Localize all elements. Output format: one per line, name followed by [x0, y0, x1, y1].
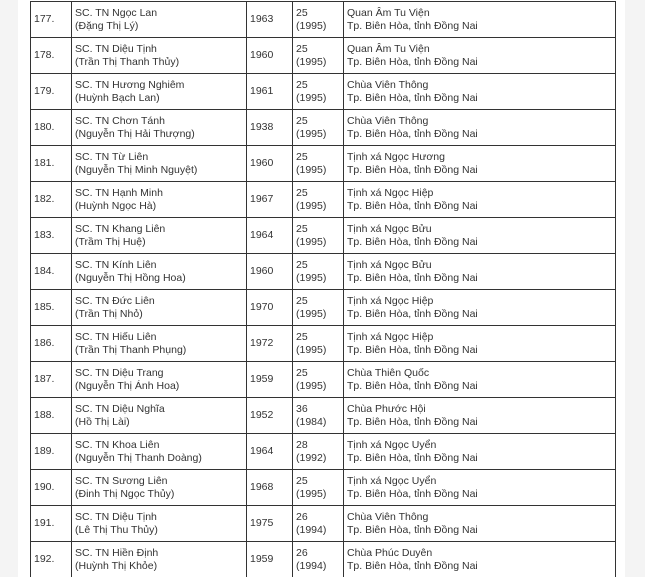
name-cell [72, 110, 247, 146]
name-cell [72, 470, 247, 506]
birth-year: 1967 [250, 193, 274, 205]
temple-name: Chùa Viên Thông [347, 114, 429, 127]
table-row [31, 2, 616, 38]
birth-year-cell [247, 434, 293, 470]
name-cell [72, 218, 247, 254]
age-value: 25 [296, 6, 308, 19]
birth-year-cell [247, 290, 293, 326]
table-row [31, 434, 616, 470]
name-cell [72, 254, 247, 290]
birth-year: 1972 [250, 337, 274, 349]
row-number: 180. [34, 121, 55, 133]
row-number-cell [31, 506, 72, 542]
table-row [31, 254, 616, 290]
ordination-year: (1994) [296, 523, 327, 536]
place-cell [344, 110, 616, 146]
name-cell [72, 2, 247, 38]
lay-name: (Nguyễn Thị Hồng Hoa) [75, 271, 186, 284]
row-number-cell [31, 254, 72, 290]
place-cell [344, 290, 616, 326]
temple-name: Tịnh xá Ngọc Bửu [347, 258, 432, 271]
birth-year-cell [247, 254, 293, 290]
age-value: 25 [296, 114, 308, 127]
table-row [31, 542, 616, 577]
name-cell [72, 398, 247, 434]
ordination-year: (1994) [296, 559, 327, 572]
row-number-cell [31, 470, 72, 506]
table-row [31, 110, 616, 146]
age-value: 25 [296, 222, 308, 235]
birth-year-cell [247, 182, 293, 218]
name-cell [72, 182, 247, 218]
ordination-year: (1995) [296, 307, 327, 320]
birth-year: 1964 [250, 229, 274, 241]
age-value: 25 [296, 474, 308, 487]
birth-year: 1959 [250, 553, 274, 565]
age-cell [293, 542, 344, 577]
monastic-title: SC. TN Ngọc Lan [75, 6, 158, 19]
monastic-title: SC. TN Khoa Liên [75, 438, 160, 451]
table-row [31, 362, 616, 398]
name-cell [72, 74, 247, 110]
place-cell [344, 506, 616, 542]
temple-name: Quan Âm Tu Viện [347, 42, 430, 55]
monastic-title: SC. TN Kính Liên [75, 258, 157, 271]
place-cell [344, 398, 616, 434]
birth-year: 1960 [250, 157, 274, 169]
ordination-year: (1995) [296, 127, 327, 140]
row-number: 190. [34, 481, 55, 493]
temple-location: Tp. Biên Hòa, tỉnh Đồng Nai [347, 559, 478, 572]
monastic-title: SC. TN Hiền Định [75, 546, 159, 559]
name-cell [72, 146, 247, 182]
table-row [31, 290, 616, 326]
age-value: 25 [296, 186, 308, 199]
birth-year-cell [247, 2, 293, 38]
temple-name: Tịnh xá Ngọc Uyển [347, 474, 437, 487]
temple-location: Tp. Biên Hòa, tỉnh Đồng Nai [347, 91, 478, 104]
birth-year: 1960 [250, 265, 274, 277]
ordination-year: (1995) [296, 271, 327, 284]
birth-year-cell [247, 398, 293, 434]
age-value: 25 [296, 330, 308, 343]
row-number: 177. [34, 13, 55, 25]
age-value: 28 [296, 438, 308, 451]
monastic-title: SC. TN Khang Liên [75, 222, 166, 235]
nun-roster-table [30, 1, 616, 577]
temple-name: Tịnh xá Ngọc Hiệp [347, 186, 434, 199]
monastic-title: SC. TN Hương Nghiêm [75, 78, 185, 91]
row-number-cell [31, 110, 72, 146]
age-cell [293, 182, 344, 218]
lay-name: (Trần Thị Thanh Thủy) [75, 55, 180, 68]
row-number: 185. [34, 301, 55, 313]
temple-location: Tp. Biên Hòa, tỉnh Đồng Nai [347, 271, 478, 284]
age-cell [293, 254, 344, 290]
row-number-cell [31, 182, 72, 218]
age-value: 36 [296, 402, 308, 415]
temple-location: Tp. Biên Hòa, tỉnh Đồng Nai [347, 163, 478, 176]
name-cell [72, 290, 247, 326]
age-value: 25 [296, 294, 308, 307]
birth-year: 1959 [250, 373, 274, 385]
temple-location: Tp. Biên Hòa, tỉnh Đồng Nai [347, 19, 478, 32]
monastic-title: SC. TN Từ Liên [75, 150, 149, 163]
row-number-cell [31, 218, 72, 254]
table-row [31, 398, 616, 434]
age-cell [293, 434, 344, 470]
monastic-title: SC. TN Diệu Trang [75, 366, 164, 379]
place-cell [344, 542, 616, 577]
ordination-year: (1995) [296, 199, 327, 212]
temple-location: Tp. Biên Hòa, tỉnh Đồng Nai [347, 451, 478, 464]
temple-location: Tp. Biên Hòa, tỉnh Đồng Nai [347, 415, 478, 428]
age-cell [293, 146, 344, 182]
table-row [31, 218, 616, 254]
table-row [31, 326, 616, 362]
ordination-year: (1984) [296, 415, 327, 428]
monastic-title: SC. TN Diệu Nghĩa [75, 402, 165, 415]
row-number: 187. [34, 373, 55, 385]
row-number-cell [31, 74, 72, 110]
row-number-cell [31, 146, 72, 182]
place-cell [344, 470, 616, 506]
age-cell [293, 218, 344, 254]
birth-year-cell [247, 110, 293, 146]
birth-year: 1964 [250, 445, 274, 457]
place-cell [344, 38, 616, 74]
monastic-title: SC. TN Diệu Tịnh [75, 510, 157, 523]
temple-location: Tp. Biên Hòa, tỉnh Đồng Nai [347, 379, 478, 392]
lay-name: (Nguyễn Thị Hải Thượng) [75, 127, 195, 140]
birth-year: 1975 [250, 517, 274, 529]
monastic-title: SC. TN Hạnh Minh [75, 186, 163, 199]
temple-location: Tp. Biên Hòa, tỉnh Đồng Nai [347, 55, 478, 68]
temple-location: Tp. Biên Hòa, tỉnh Đồng Nai [347, 235, 478, 248]
birth-year: 1952 [250, 409, 274, 421]
lay-name: (Nguyễn Thị Thanh Doàng) [75, 451, 202, 464]
ordination-year: (1995) [296, 19, 327, 32]
age-value: 26 [296, 510, 308, 523]
ordination-year: (1995) [296, 163, 327, 176]
temple-location: Tp. Biên Hòa, tỉnh Đồng Nai [347, 487, 478, 500]
row-number: 188. [34, 409, 55, 421]
age-cell [293, 38, 344, 74]
age-value: 26 [296, 546, 308, 559]
birth-year: 1963 [250, 13, 274, 25]
temple-location: Tp. Biên Hòa, tỉnh Đồng Nai [347, 127, 478, 140]
row-number: 192. [34, 553, 55, 565]
roster-body [31, 2, 616, 577]
ordination-year: (1995) [296, 55, 327, 68]
name-cell [72, 506, 247, 542]
table-row [31, 470, 616, 506]
monastic-title: SC. TN Chơn Tánh [75, 114, 165, 127]
table-row [31, 146, 616, 182]
row-number-cell [31, 326, 72, 362]
age-cell [293, 362, 344, 398]
age-cell [293, 290, 344, 326]
row-number-cell [31, 542, 72, 577]
row-number: 191. [34, 517, 55, 529]
birth-year: 1970 [250, 301, 274, 313]
row-number: 183. [34, 229, 55, 241]
birth-year-cell [247, 74, 293, 110]
place-cell [344, 326, 616, 362]
table-row [31, 38, 616, 74]
row-number-cell [31, 2, 72, 38]
temple-name: Chùa Thiên Quốc [347, 366, 430, 379]
birth-year-cell [247, 506, 293, 542]
row-number-cell [31, 38, 72, 74]
monastic-title: SC. TN Đức Liên [75, 294, 155, 307]
birth-year: 1961 [250, 85, 274, 97]
age-cell [293, 398, 344, 434]
birth-year-cell [247, 146, 293, 182]
birth-year: 1960 [250, 49, 274, 61]
lay-name: (Huỳnh Ngọc Hà) [75, 199, 157, 212]
lay-name: (Trần Thị Thanh Phụng) [75, 343, 187, 356]
lay-name: (Huỳnh Bạch Lan) [75, 91, 160, 104]
page-margin-right [633, 0, 645, 577]
temple-name: Tịnh xá Ngọc Bửu [347, 222, 432, 235]
place-cell [344, 182, 616, 218]
age-cell [293, 110, 344, 146]
table-row [31, 506, 616, 542]
temple-name: Chùa Phước Hội [347, 402, 426, 415]
row-number: 179. [34, 85, 55, 97]
temple-name: Tịnh xá Ngọc Uyển [347, 438, 437, 451]
row-number-cell [31, 398, 72, 434]
row-number-cell [31, 362, 72, 398]
age-cell [293, 74, 344, 110]
age-cell [293, 326, 344, 362]
temple-location: Tp. Biên Hòa, tỉnh Đồng Nai [347, 199, 478, 212]
row-number: 189. [34, 445, 55, 457]
monastic-title: SC. TN Diệu Tịnh [75, 42, 157, 55]
row-number: 178. [34, 49, 55, 61]
lay-name: (Đặng Thị Lý) [75, 19, 139, 32]
temple-name: Tịnh xá Ngọc Hiệp [347, 294, 434, 307]
temple-name: Quan Âm Tu Viện [347, 6, 430, 19]
lay-name: (Huỳnh Thị Khỏe) [75, 559, 158, 572]
ordination-year: (1995) [296, 343, 327, 356]
ordination-year: (1995) [296, 487, 327, 500]
table-row [31, 74, 616, 110]
age-value: 25 [296, 78, 308, 91]
row-number: 182. [34, 193, 55, 205]
birth-year-cell [247, 38, 293, 74]
name-cell [72, 434, 247, 470]
place-cell [344, 74, 616, 110]
ordination-year: (1995) [296, 235, 327, 248]
place-cell [344, 254, 616, 290]
birth-year-cell [247, 542, 293, 577]
name-cell [72, 326, 247, 362]
row-number-cell [31, 434, 72, 470]
ordination-year: (1995) [296, 379, 327, 392]
temple-location: Tp. Biên Hòa, tỉnh Đồng Nai [347, 343, 478, 356]
birth-year-cell [247, 362, 293, 398]
name-cell [72, 38, 247, 74]
temple-name: Tịnh xá Ngọc Hiệp [347, 330, 434, 343]
age-value: 25 [296, 258, 308, 271]
lay-name: (Lê Thị Thu Thủy) [75, 523, 158, 536]
monastic-title: SC. TN Hiếu Liên [75, 330, 157, 343]
ordination-year: (1995) [296, 91, 327, 104]
age-cell [293, 506, 344, 542]
lay-name: (Nguyễn Thị Ánh Hoa) [75, 379, 180, 392]
ordination-year: (1992) [296, 451, 327, 464]
age-value: 25 [296, 150, 308, 163]
age-cell [293, 470, 344, 506]
lay-name: (Nguyễn Thị Minh Nguyệt) [75, 163, 198, 176]
document-sheet [18, 0, 625, 577]
birth-year-cell [247, 218, 293, 254]
row-number-cell [31, 290, 72, 326]
temple-name: Tịnh xá Ngọc Hương [347, 150, 445, 163]
lay-name: (Trần Thị Nhỏ) [75, 307, 143, 320]
place-cell [344, 146, 616, 182]
place-cell [344, 362, 616, 398]
temple-location: Tp. Biên Hòa, tỉnh Đồng Nai [347, 307, 478, 320]
name-cell [72, 542, 247, 577]
temple-location: Tp. Biên Hòa, tỉnh Đồng Nai [347, 523, 478, 536]
place-cell [344, 2, 616, 38]
place-cell [344, 218, 616, 254]
birth-year: 1968 [250, 481, 274, 493]
age-value: 25 [296, 366, 308, 379]
age-cell [293, 2, 344, 38]
table-row [31, 182, 616, 218]
name-cell [72, 362, 247, 398]
row-number: 186. [34, 337, 55, 349]
place-cell [344, 434, 616, 470]
lay-name: (Trầm Thị Huệ) [75, 235, 146, 248]
birth-year-cell [247, 326, 293, 362]
birth-year: 1938 [250, 121, 274, 133]
monastic-title: SC. TN Sương Liên [75, 474, 168, 487]
temple-name: Chùa Phúc Duyên [347, 546, 433, 559]
row-number: 184. [34, 265, 55, 277]
row-number: 181. [34, 157, 55, 169]
temple-name: Chùa Viên Thông [347, 510, 429, 523]
age-value: 25 [296, 42, 308, 55]
lay-name: (Đinh Thị Ngọc Thủy) [75, 487, 175, 500]
birth-year-cell [247, 470, 293, 506]
lay-name: (Hồ Thị Lài) [75, 415, 130, 428]
temple-name: Chùa Viên Thông [347, 78, 429, 91]
